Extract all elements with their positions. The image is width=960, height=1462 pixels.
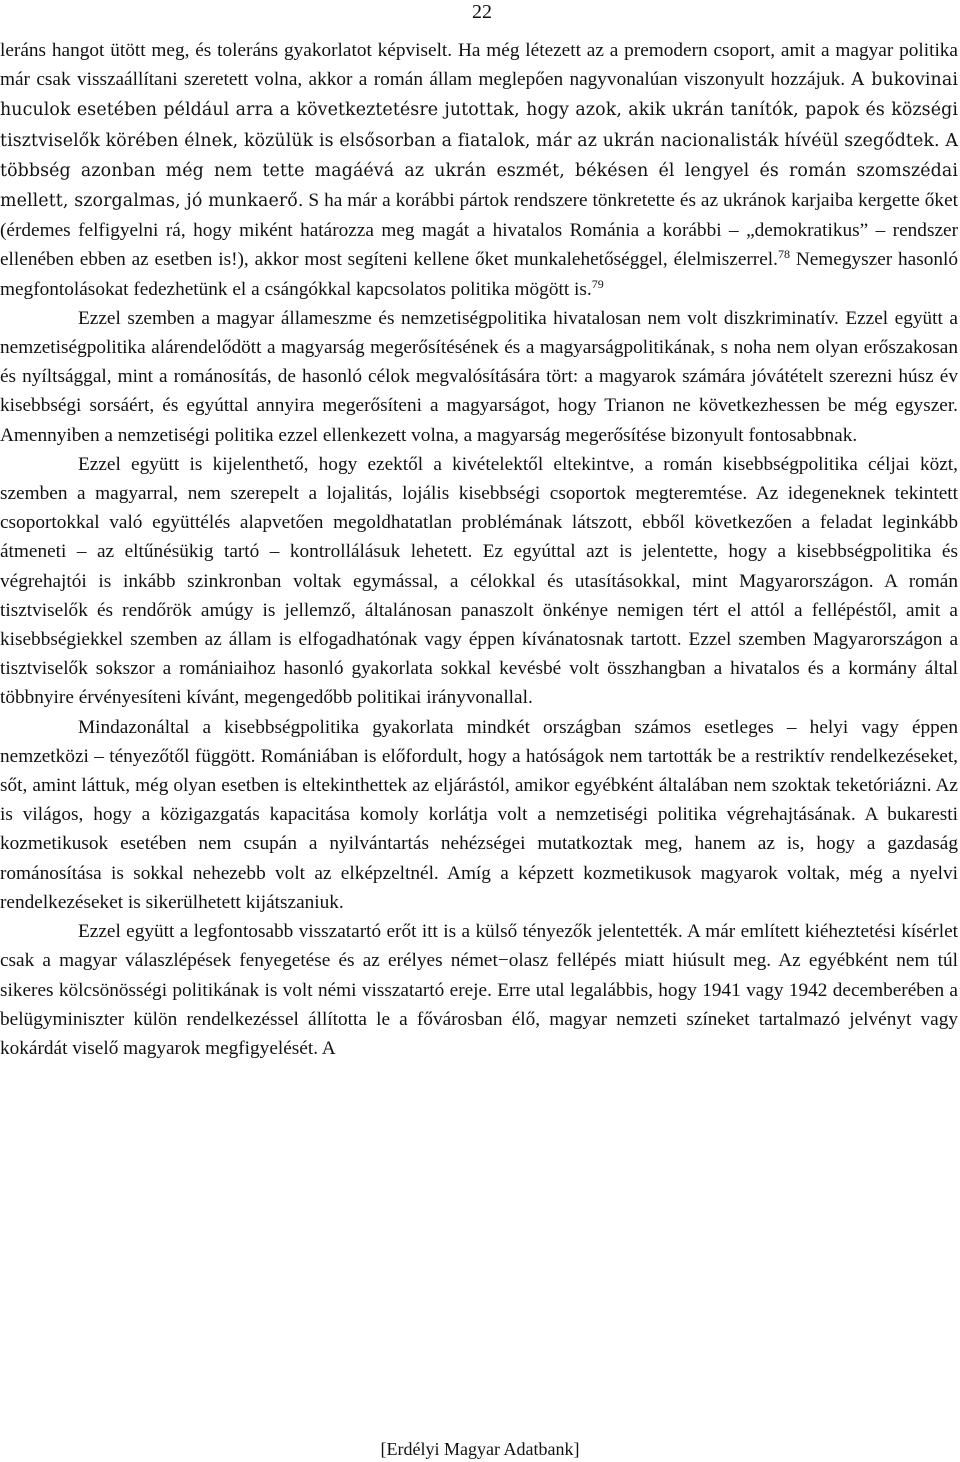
text-run: Mindazonáltal a kisebbségpolitika gyakorlata mindkét országban számos esetleges – helyi vagy éppen nemzetközi – tényezőtől függött. Romániában is előfordult, hogy a hatóságok nem tartották be a restriktív rendelkezéseket, sőt, amint láttuk, még olyan esetben is eltekinthettek az eljárástól, amikor egyébként általában nem szoktak teketóriázni. Az is világos, hogy a közigazgatás kapacitása komoly korlátja volt a nemzetiségi politika végrehajtásának. A bukaresti kozmetikusok esetében nem csupán a nyilvántartás nehézségei mutatkoztak meg, hanem az is, hogy a gazdaság románosítása is sokkal nehezebb volt az elképzeltnél. Amíg a képzett kozmetikusok magyarok voltak, még a nyelvi rendelkezéseket is sikerülhetett kijátszaniuk.	[0, 716, 958, 913]
text-run: Ezzel együtt a legfontosabb visszatartó erőt itt is a külső tényezők jelentették. A már említett kiéheztetési kísérlet csak a magyar válaszlépések fenyegetése és az erélyes német−olasz fellépés miatt hiúsult meg. Az egyébként nem túl sikeres kölcsönösségi politikának is volt némi visszatartó ereje. Erre utal legalábbis, hogy 1941 vagy 1942 decemberében a belügyminiszter külön rendelkezéssel állította le a fővárosban élő, magyar nemzeti színeket tartalmazó jelvényt vagy kokárdát viselő magyarok megfigyelését. A	[0, 921, 958, 1059]
document-body	[0, 36, 958, 1063]
text-run: leráns hangot ütött meg, és toleráns gyakorlatot képviselt. Ha még létezett az a premodern csoport, amit a magyar politika már csak visszaállítani szeretett volna, akkor a román állam meglepően nagyvonalúan viszonyult hozzájuk.	[0, 40, 958, 91]
paragraph	[0, 36, 958, 304]
paragraph	[0, 304, 958, 450]
footnote-ref: 79	[591, 276, 604, 291]
footnote-ref: 78	[777, 247, 790, 262]
paragraph	[0, 917, 958, 1063]
text-run: Ezzel együtt is kijelenthető, hogy ezektől a kivételektől eltekintve, a román kisebbségpolitika céljai közt, szemben a magyarral, nem szerepelt a lojalitás, lojális kisebbségi csoportok megteremtése. Az idegeneknek tekintett csoportokkal való együttélés alapvetően megoldhatatlan problémának látszott, ebből következően a feladat leginkább átmeneti – az eltűnésükig tartó – kontrollálásuk lehetett. Ez egyúttal azt is jelentette, hogy a kisebbségpolitika és végrehajtói is inkább szinkronban voltak egymással, a célokkal és utasításokkal, mint Magyarországon. A román tisztviselők és rendőrök amúgy is jellemző, általánosan panaszolt önkénye nemigen tért el attól a fellépéstől, amit a kisebbségiekkel szemben az állam is elfogadhatónak vagy éppen kívánatosnak tartott. Ezzel szemben Magyarországon a tisztviselők sokszor a romániaihoz hasonló gyakorlata sokkal kevésbé volt összhangban a hivatalos és a kormány által többnyire érvényesíteni kívánt, megengedőbb politikai irányvonallal.	[0, 453, 958, 709]
text-run: Ezzel szemben a magyar állameszme és nemzetiségpolitika hivatalosan nem volt diszkriminatív. Ezzel együtt a nemzetiségpolitika alárendelődött a magyarság megerősítésének és a magyarságpolitikának, s noha nem olyan erőszakosan és nyíltsággal, mint a románosítás, de hasonló célok megvalósítására tört: a magyarok számára jóvátételt szerezni húsz év kisebbségi sorsáért, és egyúttal annyira megerősíteni a magyarságot, hogy Trianon ne következhessen be még egyszer. Amennyiben a nemzetiségi politika ezzel ellenkezett volna, a magyarság megerősítése bizonyult fontosabbnak.	[0, 307, 958, 446]
paragraph	[0, 713, 958, 917]
text-run: Nemegyszer hasonló megfontolásokat fedezhetünk el a csángókkal kapcsolatos politika mögött is.	[0, 249, 959, 300]
page-number: 22	[472, 1, 492, 23]
page-footer: [Erdélyi Magyar Adatbank]	[380, 1439, 580, 1459]
text-run: S ha már a korábbi pártok rendszere tönkretette és az ukránok karjaiba kergette őket (érdemes felfigyelni rá, hogy miként határozza meg magát a hivatalos Románia a korábbi – „demokratikus” – rendszer ellenében ebben az esetben is!), akkor most segíteni kellene őket munkalehetőséggel, élelmiszerrel.	[0, 190, 958, 271]
text-run: A bukovinai huculok esetében például arra a következtetésre jutottak, hogy azok, akik ukrán tanítók, papok és községi tisztviselők körében élnek, közülük is elsősorban a fiatalok, már az ukrán nacionalisták hívéül szegődtek. A többség azonban még nem tette magáévá az ukrán eszmét, békésen él lengyel és román szomszédai mellett, szorgalmas, jó munkaerő.	[0, 70, 958, 212]
paragraph	[0, 450, 958, 713]
